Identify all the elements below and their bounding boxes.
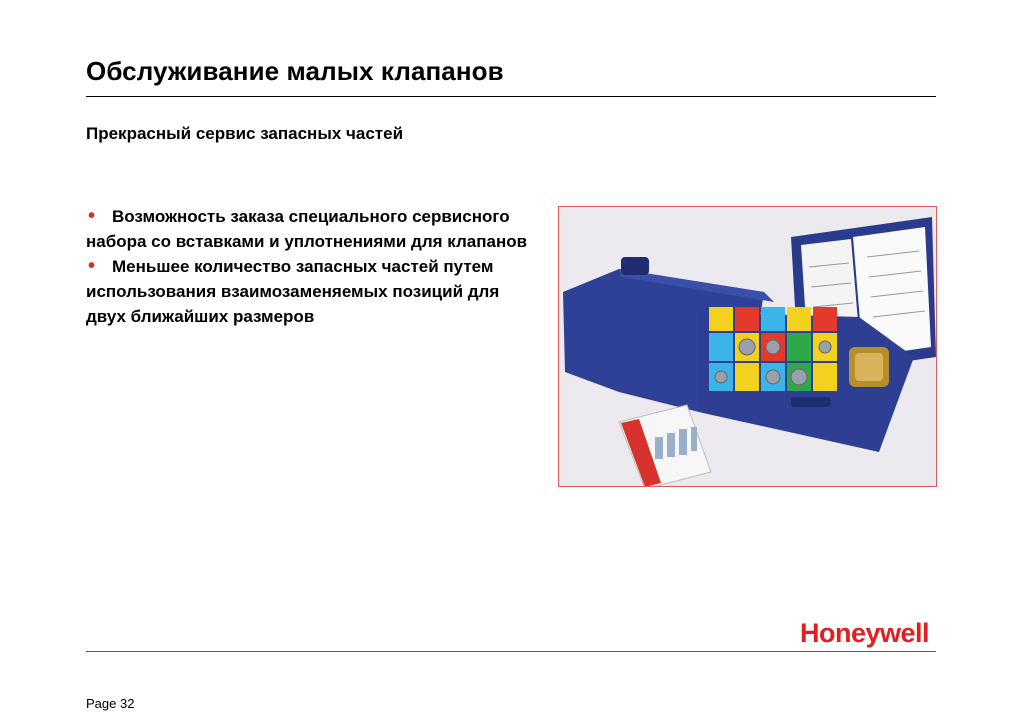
bullet-list xyxy=(86,204,536,329)
footer-divider xyxy=(86,651,936,652)
slide-title: Обслуживание малых клапанов xyxy=(86,56,504,86)
service-kit-illustration xyxy=(559,207,936,486)
title-divider xyxy=(86,96,936,97)
bullet-item xyxy=(86,254,536,329)
bullet-text: Возможность заказа специального сервисного набора со вставками и уплотнениями для клапанов xyxy=(86,207,528,251)
slide-subtitle: Прекрасный сервис запасных частей xyxy=(86,124,404,143)
bullet-item xyxy=(86,204,536,254)
honeywell-logo: Honeywell xyxy=(800,618,930,648)
bullet-dot-icon: • xyxy=(88,205,96,227)
bullet-dot-icon: • xyxy=(88,255,96,277)
bullet-text: Меньшее количество запасных частей путем использования взаимозаменяемых позиций для двух ближайших размеров xyxy=(86,257,500,326)
page-number: Page 32 xyxy=(86,696,135,711)
service-kit-photo xyxy=(558,206,937,487)
